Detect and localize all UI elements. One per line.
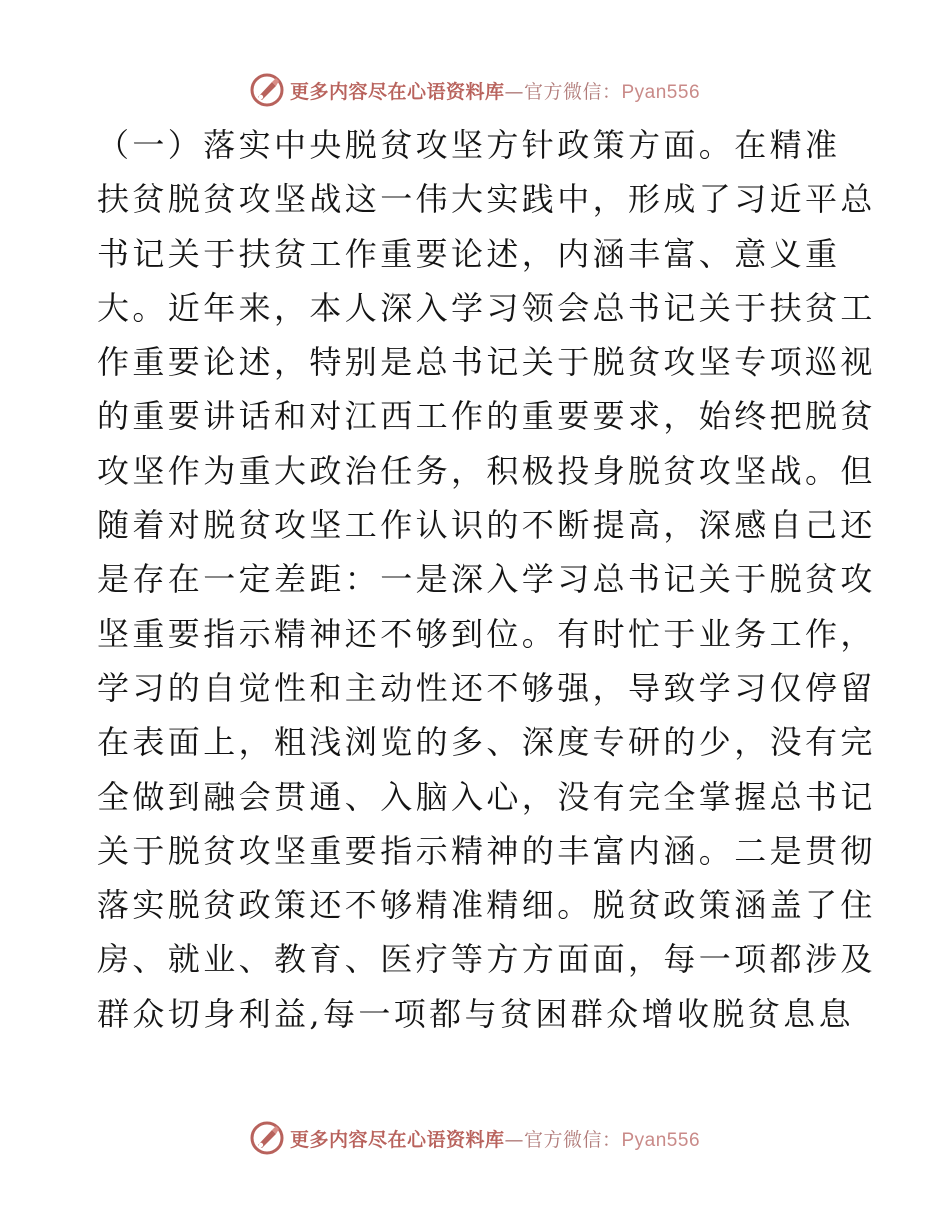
footer-wechat-label: 官方微信： (523, 1128, 622, 1151)
body-line-13: 全做到融会贯通、入脑入心，没有完全掌握总书记 (97, 777, 876, 816)
body-line-9: 是存在一定差距：一是深入学习总书记关于脱贫攻 (97, 560, 876, 599)
header-banner-text (290, 77, 700, 104)
header-banner (0, 70, 950, 110)
body-line-15: 落实脱贫政策还不够精准精细。脱贫政策涵盖了住 (97, 886, 876, 925)
document-body (97, 118, 876, 1041)
footer-separator: — (504, 1128, 524, 1151)
body-line-7: 攻坚作为重大政治任务，积极投身脱贫攻坚战。但 (97, 451, 876, 490)
body-line-12: 在表面上，粗浅浏览的多、深度专研的少，没有完 (97, 723, 876, 762)
footer-wechat-id: Pyan556 (621, 1129, 701, 1151)
body-line-3: 书记关于扶贫工作重要论述，内涵丰富、意义重 (97, 234, 841, 273)
body-line-5: 作重要论述，特别是总书记关于脱贫攻坚专项巡视 (97, 343, 876, 382)
pen-quill-logo-icon (250, 1121, 284, 1155)
header-brand: 更多内容尽在心语资料库 (289, 80, 505, 103)
header-wechat-id: Pyan556 (621, 81, 701, 103)
body-line-4: 大。近年来，本人深入学习领会总书记关于扶贫工 (97, 288, 876, 327)
body-line-1: （一）落实中央脱贫攻坚方针政策方面。在精准 (97, 126, 841, 164)
header-wechat-label: 官方微信： (523, 80, 622, 103)
body-line-14: 关于脱贫攻坚重要指示精神的丰富内涵。二是贯彻 (97, 831, 876, 870)
body-line-2: 扶贫脱贫攻坚战这一伟大实践中，形成了习近平总 (97, 180, 876, 219)
body-line-11: 学习的自觉性和主动性还不够强，导致学习仅停留 (97, 668, 876, 707)
body-line-10: 坚重要指示精神还不够到位。有时忙于业务工作， (97, 614, 876, 653)
footer-banner (0, 1118, 950, 1158)
footer-banner-text (290, 1125, 700, 1152)
body-line-17: 群众切身利益,每一项都与贫困群众增收脱贫息息 (97, 994, 854, 1033)
footer-brand: 更多内容尽在心语资料库 (289, 1128, 505, 1151)
body-line-8: 随着对脱贫攻坚工作认识的不断提高，深感自己还 (97, 506, 876, 545)
header-separator: — (504, 80, 524, 103)
body-line-6: 的重要讲话和对江西工作的重要要求，始终把脱贫 (97, 397, 876, 436)
pen-quill-logo-icon (250, 73, 284, 107)
body-line-16: 房、就业、教育、医疗等方方面面，每一项都涉及 (97, 940, 876, 979)
